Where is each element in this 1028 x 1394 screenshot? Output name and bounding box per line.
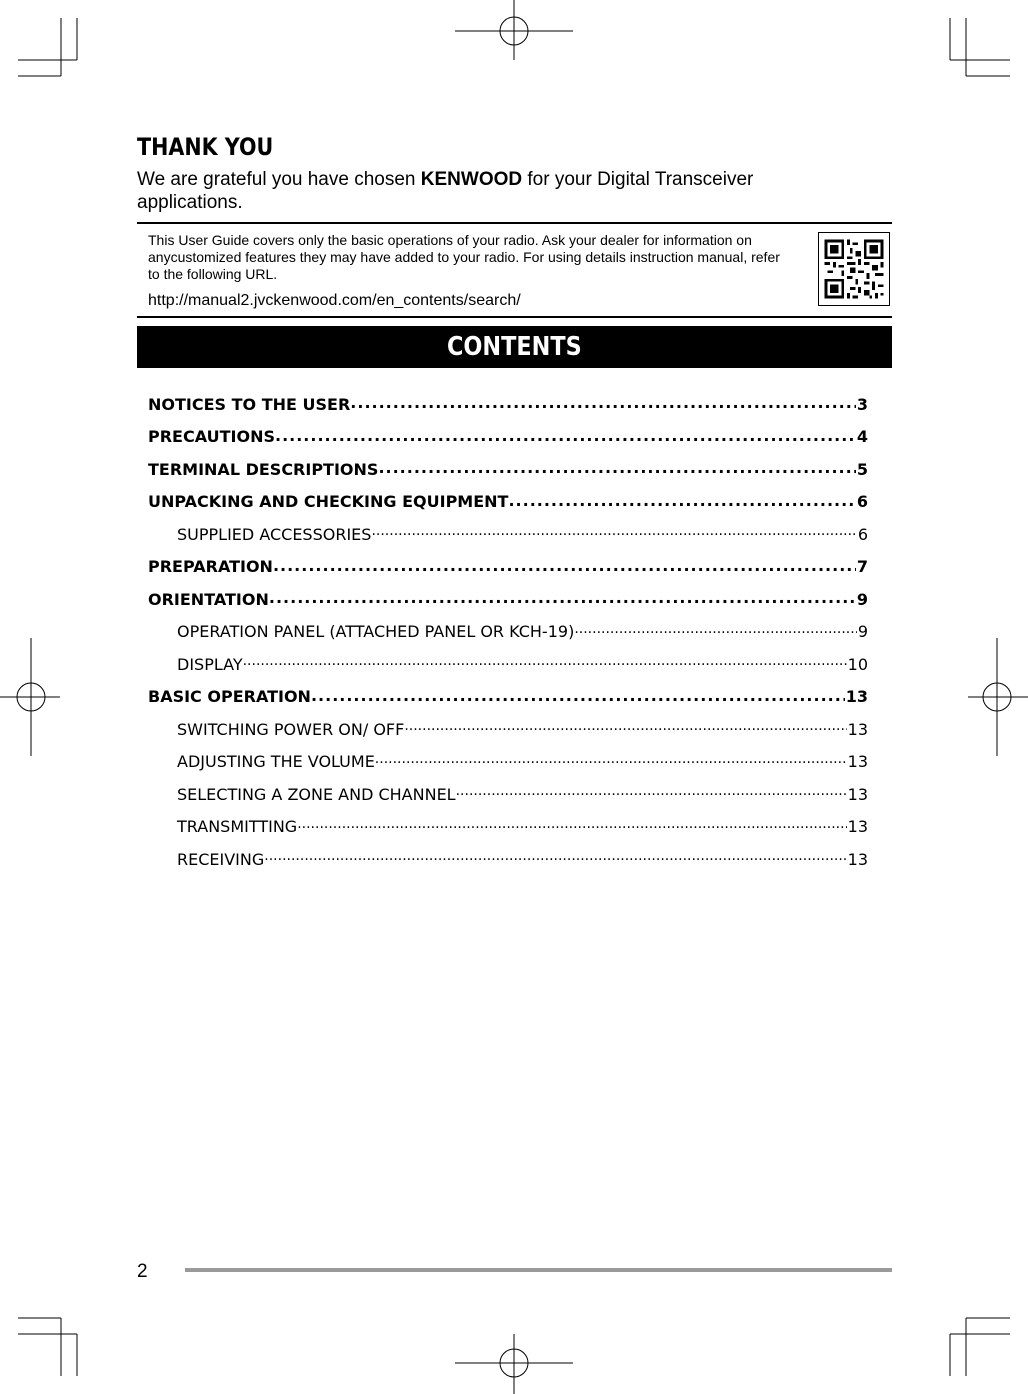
toc-entry-label: NOTICES TO THE USER [148,394,351,414]
toc-page-number: 10 [847,654,868,674]
toc-entry-label: SWITCHING POWER ON/ OFF [177,719,405,739]
toc-entry-label: UNPACKING AND CHECKING EQUIPMENT [148,492,509,512]
toc-dot-leader [371,524,856,544]
footer-rule [185,1268,892,1272]
toc-dot-leader [269,589,856,609]
toc-subentry[interactable] [148,648,868,681]
toc-subentry[interactable] [148,778,868,811]
toc-page-number: 13 [845,687,868,707]
toc-page-number: 6 [856,492,868,512]
toc-entry-label: SELECTING A ZONE AND CHANNEL [177,784,456,804]
toc-dot-leader [375,752,847,772]
toc-dot-leader [297,817,846,837]
toc-entry[interactable] [148,583,868,616]
contents-heading-bar [137,326,892,368]
toc-entry[interactable] [148,681,868,714]
toc-page-number: 13 [847,784,868,804]
toc-dot-leader [275,427,856,447]
toc-page-number: 9 [857,622,868,642]
toc-entry[interactable] [148,551,868,584]
toc-dot-leader [350,394,856,414]
toc-subentry[interactable] [148,746,868,779]
toc-entry-label: DISPLAY [177,654,243,674]
brand-name: KENWOOD [420,169,523,190]
toc-dot-leader [264,849,846,869]
toc-page-number: 13 [847,849,868,869]
toc-entry-label: OPERATION PANEL (ATTACHED PANEL OR KCH-19) [177,622,575,642]
table-of-contents [148,388,868,876]
toc-dot-leader [243,654,847,674]
toc-page-number: 5 [856,459,868,479]
toc-page-number: 7 [856,557,868,577]
toc-dot-leader [508,492,855,512]
toc-entry-label: TRANSMITTING [177,817,298,837]
toc-entry-label: TERMINAL DESCRIPTIONS [148,459,379,479]
registration-target-left [0,638,60,756]
toc-entry-label: BASIC OPERATION [148,687,311,707]
toc-entry[interactable] [148,486,868,519]
thank-you-heading: THANK YOU [137,133,274,161]
toc-page-number: 13 [847,817,868,837]
toc-page-number: 3 [856,394,868,414]
contents-heading: CONTENTS [447,332,582,362]
toc-entry-label: RECEIVING [177,849,265,869]
registration-target-right [968,638,1028,756]
toc-dot-leader [574,622,857,642]
registration-target-bottom [455,1334,573,1394]
toc-dot-leader [378,459,855,479]
toc-subentry[interactable] [148,811,868,844]
toc-dot-leader [273,557,856,577]
toc-page-number: 13 [847,752,868,772]
toc-dot-leader [404,719,846,739]
toc-dot-leader [456,784,847,804]
page-number: 2 [137,1261,148,1282]
toc-page-number: 13 [847,719,868,739]
toc-subentry[interactable] [148,843,868,876]
toc-entry-label: ADJUSTING THE VOLUME [177,752,375,772]
manual-info-box [137,222,892,318]
toc-entry[interactable] [148,388,868,421]
toc-entry-label: ORIENTATION [148,589,269,609]
toc-entry-label: PREPARATION [148,557,273,577]
registration-target-top [455,0,573,60]
toc-entry-label: PRECAUTIONS [148,427,275,447]
toc-subentry[interactable] [148,616,868,649]
toc-page-number: 6 [857,524,868,544]
manual-url[interactable]: http://manual2.jvckenwood.com/en_contents/search/ [148,292,521,309]
toc-page-number: 9 [856,589,868,609]
toc-page-number: 4 [856,427,868,447]
manual-info-text: This User Guide covers only the basic operations of your radio. Ask your dealer for information on anycustomized features they may have added to your radio. For using details instruction manual, refer to the following URL. [148,232,780,282]
toc-entry[interactable] [148,453,868,486]
toc-dot-leader [311,687,845,707]
qr-code-icon [818,232,890,306]
toc-entry[interactable] [148,421,868,454]
toc-subentry[interactable] [148,713,868,746]
toc-entry-label: SUPPLIED ACCESSORIES [177,524,372,544]
toc-subentry[interactable] [148,518,868,551]
thank-you-text: We are grateful you have chosen KENWOOD for your Digital Transceiver applications. [137,169,754,213]
